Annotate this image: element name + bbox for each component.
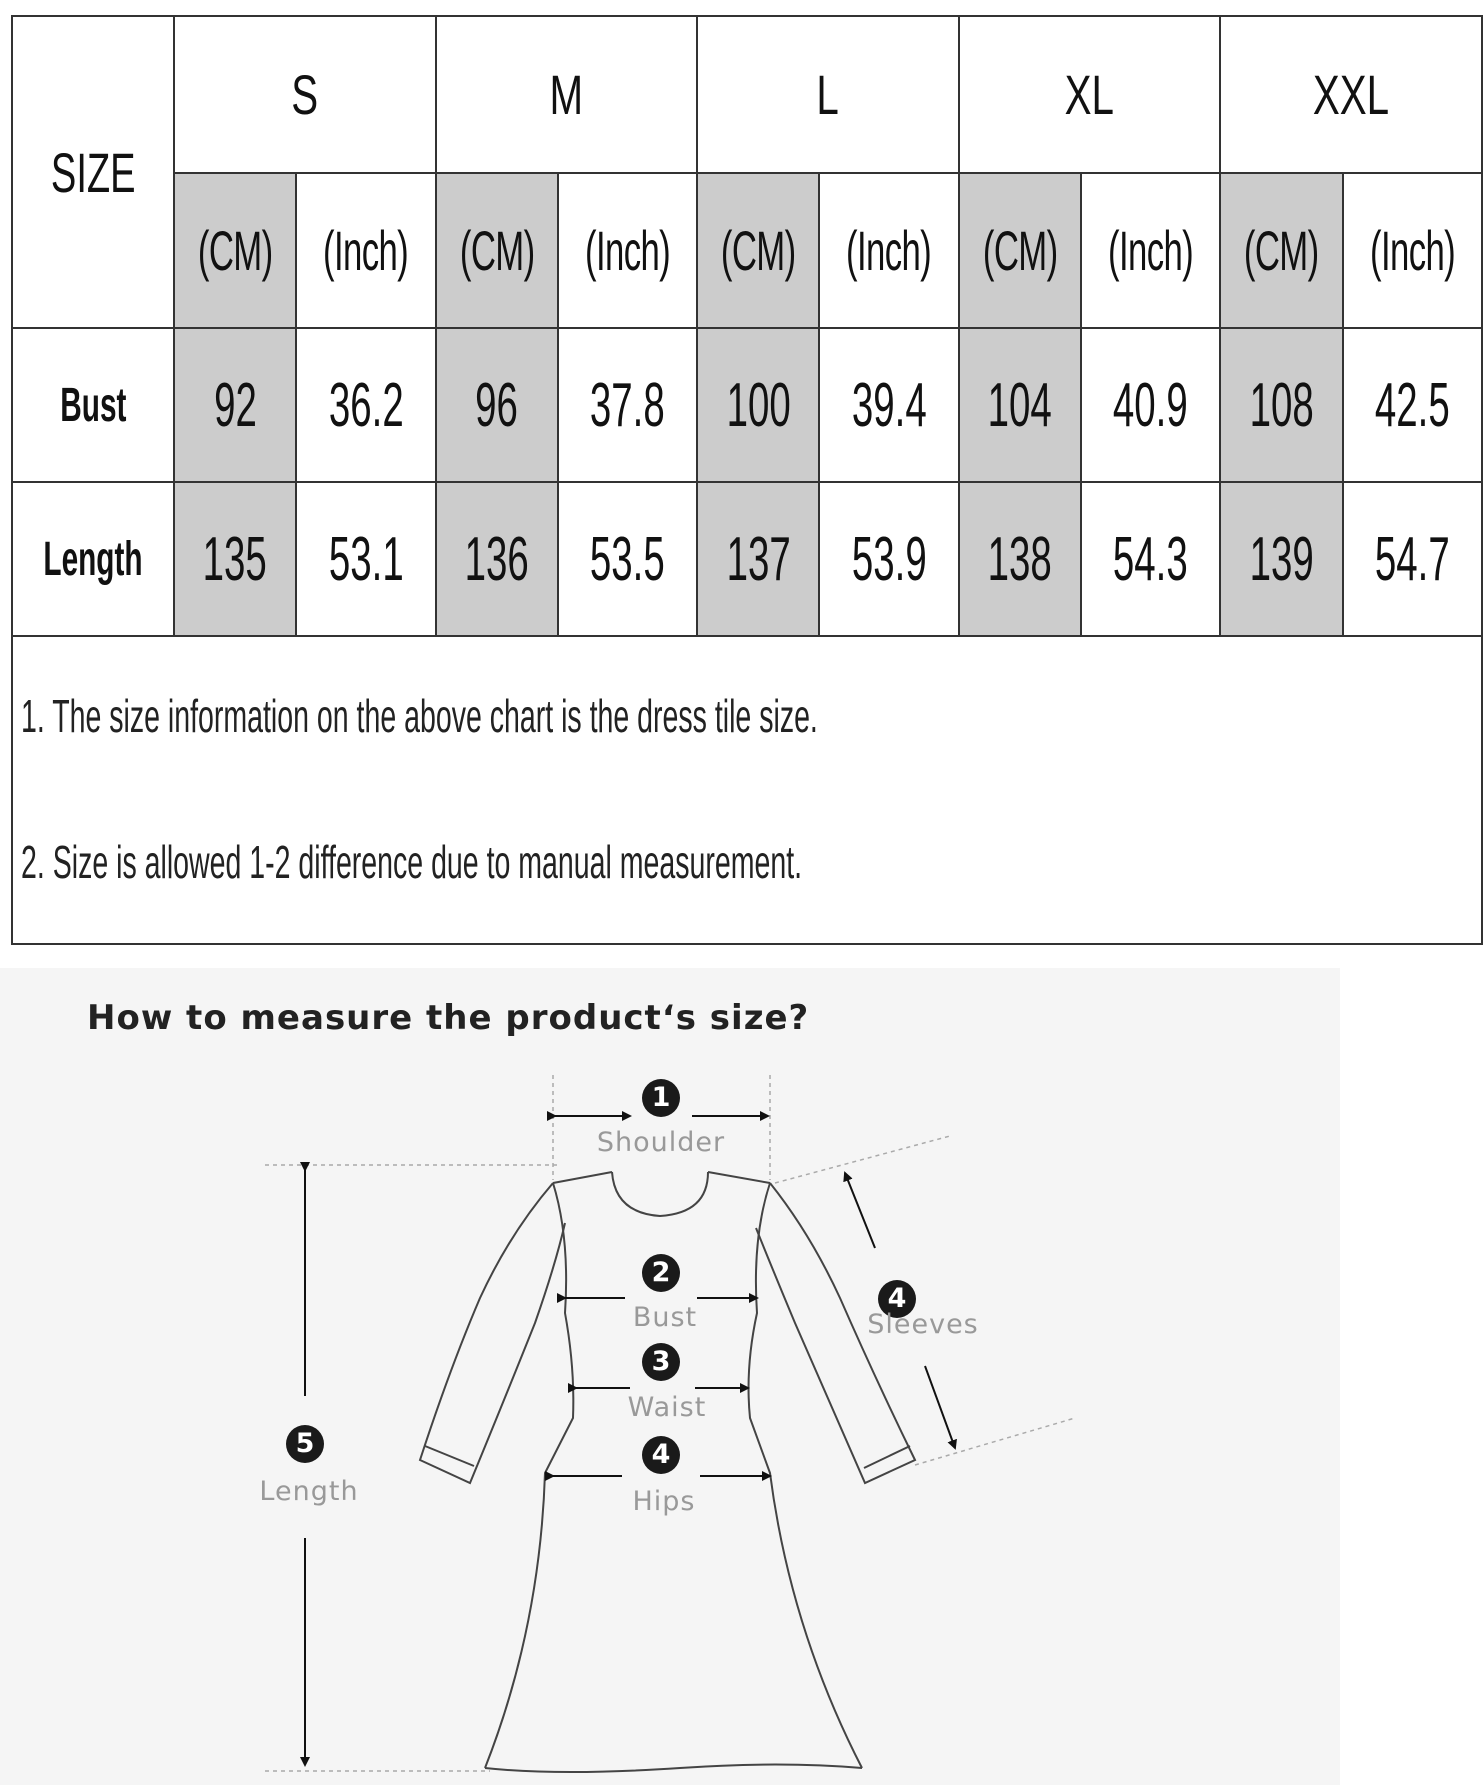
table-cell: 42.5 xyxy=(1343,328,1482,482)
guide-lines xyxy=(265,1075,1075,1771)
unit-cm-cell: (CM) xyxy=(697,173,819,328)
measure-guide xyxy=(0,968,1340,1785)
table-row-length xyxy=(12,482,1482,636)
table-cell: 139 xyxy=(1220,482,1342,636)
length-label: Length xyxy=(259,1476,359,1507)
length-badge: 5 xyxy=(286,1425,324,1463)
table-cell: 92 xyxy=(174,328,296,482)
table-cell: 135 xyxy=(174,482,296,636)
table-cell: 40.9 xyxy=(1081,328,1220,482)
table-cell: 54.3 xyxy=(1081,482,1220,636)
hips-badge: 4 xyxy=(642,1436,680,1474)
waist-badge: 3 xyxy=(642,1343,680,1381)
table-row-bust xyxy=(12,328,1482,482)
sleeves-label: Sleeves xyxy=(867,1309,979,1340)
table-cell: 96 xyxy=(436,328,558,482)
note-1: 1. The size information on the above chart is the dress tile size. xyxy=(21,690,818,742)
unit-inch-cell: (Inch) xyxy=(1343,173,1482,328)
unit-inch-cell: (Inch) xyxy=(558,173,697,328)
size-m-header: M xyxy=(436,16,698,173)
bust-badge: 2 xyxy=(642,1254,680,1292)
unit-inch-cell: (Inch) xyxy=(819,173,958,328)
notes-cell xyxy=(12,636,1482,944)
waist-label: Waist xyxy=(627,1392,707,1423)
unit-inch-cell: (Inch) xyxy=(296,173,435,328)
table-cell: 53.9 xyxy=(819,482,958,636)
row-label-length: Length xyxy=(12,482,174,636)
table-cell: 54.7 xyxy=(1343,482,1482,636)
table-cell: 100 xyxy=(697,328,819,482)
table-cell: 108 xyxy=(1220,328,1342,482)
size-xxl-header: XXL xyxy=(1220,16,1482,173)
table-cell: 138 xyxy=(959,482,1081,636)
size-chart-table xyxy=(11,15,1483,945)
table-cell: 104 xyxy=(959,328,1081,482)
unit-cm-cell: (CM) xyxy=(959,173,1081,328)
shoulder-label: Shoulder xyxy=(596,1127,726,1158)
measure-arrows xyxy=(305,1116,955,1765)
shoulder-badge: 1 xyxy=(642,1079,680,1117)
size-xl-header: XL xyxy=(959,16,1221,173)
table-cell: 137 xyxy=(697,482,819,636)
table-cell: 36.2 xyxy=(296,328,435,482)
unit-inch-cell: (Inch) xyxy=(1081,173,1220,328)
unit-cm-cell: (CM) xyxy=(436,173,558,328)
table-cell: 37.8 xyxy=(558,328,697,482)
note-2: 2. Size is allowed 1-2 difference due to manual measurement. xyxy=(21,836,803,888)
unit-cm-cell: (CM) xyxy=(174,173,296,328)
guide-title: How to measure the product‘s size? xyxy=(87,998,810,1038)
sleeves-badge: 4 xyxy=(878,1280,916,1318)
size-s-header: S xyxy=(174,16,436,173)
row-label-bust: Bust xyxy=(12,328,174,482)
bust-label: Bust xyxy=(632,1302,698,1333)
table-cell: 53.1 xyxy=(296,482,435,636)
table-cell: 53.5 xyxy=(558,482,697,636)
size-l-header: L xyxy=(697,16,959,173)
size-label: SIZE xyxy=(50,140,136,204)
hips-label: Hips xyxy=(632,1486,696,1517)
table-cell: 136 xyxy=(436,482,558,636)
table-cell: 39.4 xyxy=(819,328,958,482)
size-header-cell xyxy=(12,16,174,328)
unit-cm-cell: (CM) xyxy=(1220,173,1342,328)
